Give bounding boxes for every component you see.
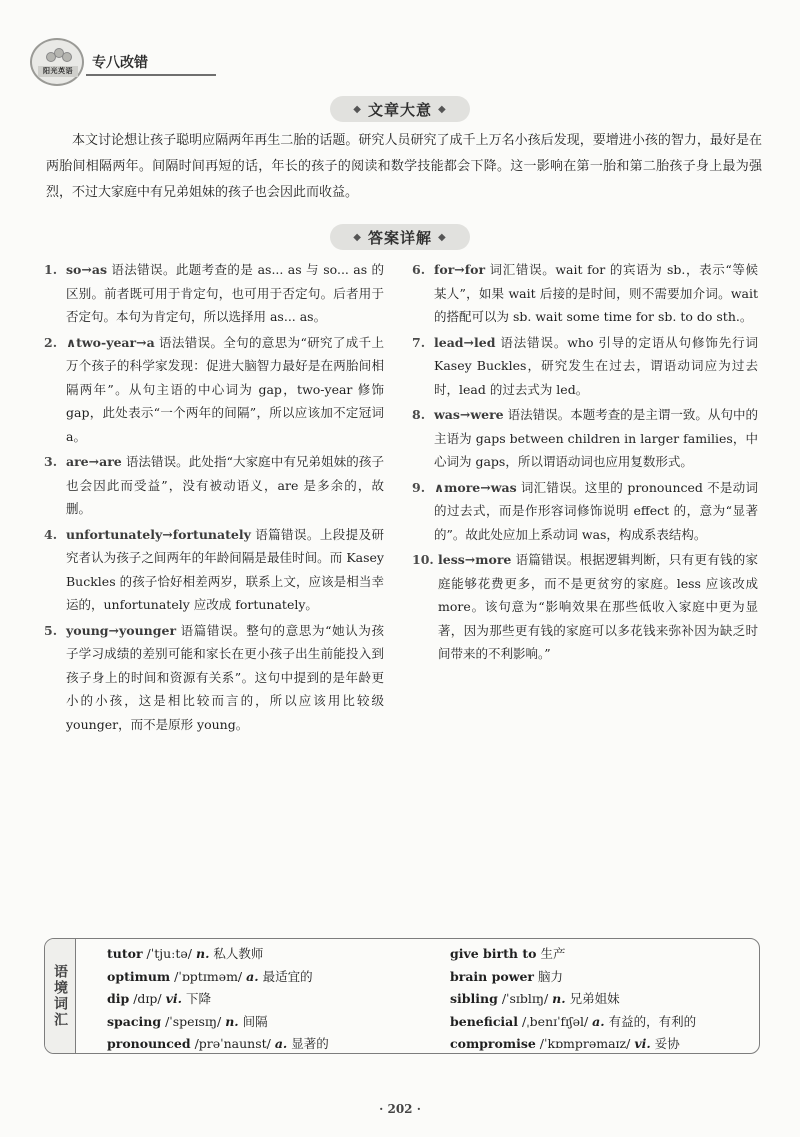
answer-explanation: 语篇错误。整句的意思为“她认为孩子学习成绩的差别可能和家长在更小孩子出生前能投入到孩子身上的时间和资源有关系”。这句中提到的是年龄更小的小孩，这是相比较而言的，所以应该用比较级 younger，而不是原形 young。 bbox=[66, 622, 384, 732]
vocab-word: sibling bbox=[450, 991, 498, 1006]
summary-text: 本文讨论想让孩子聪明应隔两年再生二胎的话题。研究人员研究了成千上万名小孩后发现，要增进小孩的智力，最好是在两胎间相隔两年。间隔时间再短的话，年长的孩子的阅读和数学技能都会下降。这一影响在第一胎和第二胎孩子身上最为强烈，不过大家庭中有兄弟姐妹的孩子也会因此而收益。 bbox=[46, 133, 762, 200]
section-label: 专八改错 bbox=[92, 55, 148, 71]
vocabulary-tab bbox=[45, 939, 76, 1053]
logo bbox=[30, 38, 84, 86]
vocab-entry bbox=[107, 988, 437, 1011]
answer-keyword: are→are bbox=[66, 454, 122, 469]
answer-item bbox=[44, 619, 384, 737]
vocab-ipa: /ˈkɒmprəmaɪz/ bbox=[539, 1036, 631, 1051]
vocab-word: dip bbox=[107, 991, 130, 1006]
logo-text: 阳光英语 bbox=[38, 66, 78, 77]
vocab-entry bbox=[107, 943, 437, 966]
vocabulary-left-list bbox=[107, 943, 437, 1056]
answer-number: 2. bbox=[44, 334, 58, 350]
answer-explanation: 语法错误。who 引导的定语从句修饰先行词 Kasey Buckles，研究发生在过去，谓语动词应为过去时，lead 的过去式为 led。 bbox=[434, 334, 758, 397]
answer-item bbox=[412, 476, 758, 547]
answer-explanation: 语法错误。全句的意思为“研究了成千上万个孩子的科学家发现：促进大脑智力最好是在两胎间相隔两年”。从句主语的中心词为 gap，two-year 修饰 gap，此处表示“一个两年的间隔”，所以应该加不定冠词 a。 bbox=[66, 334, 384, 444]
answers-right-column bbox=[412, 258, 758, 668]
answer-item bbox=[44, 331, 384, 449]
vocab-meaning: 显著的 bbox=[291, 1036, 329, 1051]
answers-title-text: 答案详解 bbox=[367, 228, 432, 247]
vocab-word: tutor bbox=[107, 946, 143, 961]
vocabulary-label: 语境词汇 bbox=[52, 964, 68, 1028]
vocab-meaning: 脑力 bbox=[537, 968, 563, 984]
answer-keyword: ∧two-year→a bbox=[66, 334, 155, 350]
vocab-entry bbox=[107, 1011, 437, 1034]
vocab-pos: n. bbox=[225, 1013, 239, 1029]
summary-title bbox=[330, 96, 470, 122]
answer-number: 5. bbox=[44, 622, 58, 638]
answer-number: 1. bbox=[44, 262, 58, 277]
vocab-meaning: 有益的，有利的 bbox=[608, 1013, 697, 1029]
vocab-word: spacing bbox=[107, 1013, 162, 1029]
vocab-entry bbox=[450, 1033, 750, 1056]
vocab-word: brain power bbox=[450, 968, 534, 984]
answer-number: 8. bbox=[412, 407, 426, 422]
answer-number: 9. bbox=[412, 479, 426, 495]
vocab-pos: vi. bbox=[165, 991, 183, 1006]
vocab-pos: a. bbox=[592, 1013, 605, 1029]
answer-number: 7. bbox=[412, 334, 426, 350]
diamond-icon: ◆ bbox=[438, 231, 447, 243]
vocab-ipa: /ˈtjuːtə/ bbox=[146, 946, 192, 961]
answer-explanation: 语法错误。此题考查的是 as... as 与 so... as 的区别。前者既可用于肯定句，也可用于否定句。后者用于否定句。本句为肯定句，所以选择用 as... as。 bbox=[66, 262, 384, 324]
answer-item bbox=[412, 548, 758, 666]
answer-item bbox=[44, 258, 384, 329]
answer-explanation: 语法错误。本题考查的是主谓一致。从句中的主语为 gaps between children in larger families，中心词为 gaps，所以谓语动词也应用复数形式。 bbox=[434, 407, 758, 469]
vocab-meaning: 生产 bbox=[540, 946, 566, 961]
diamond-icon: ◆ bbox=[438, 103, 447, 115]
vocab-pos: n. bbox=[552, 991, 566, 1006]
vocab-pos: n. bbox=[195, 946, 210, 961]
answer-item bbox=[412, 331, 758, 402]
vocab-meaning: 下降 bbox=[186, 991, 212, 1006]
answer-keyword: lead→led bbox=[434, 334, 496, 350]
vocab-meaning: 兄弟姐妹 bbox=[569, 991, 620, 1006]
page-header bbox=[30, 38, 790, 88]
summary-title-text: 文章大意 bbox=[367, 100, 432, 119]
answer-explanation: 语篇错误。上段提及研究者认为孩子之间两年的年龄间隔是最佳时间。而 Kasey Buckles 的孩子恰好相差两岁，联系上文，应该是相当幸运的，unfortunately 应改成 fortunately。 bbox=[66, 526, 384, 612]
page-number: · 202 · bbox=[379, 1102, 421, 1116]
answers-title bbox=[330, 224, 470, 250]
vocab-entry bbox=[450, 966, 750, 989]
answer-keyword: less→more bbox=[438, 552, 512, 567]
vocab-pos: vi. bbox=[634, 1036, 651, 1051]
answer-keyword: unfortunately→fortunately bbox=[66, 526, 251, 542]
vocab-word: beneficial bbox=[450, 1013, 519, 1029]
vocab-word: pronounced bbox=[107, 1036, 191, 1051]
answer-number: 6. bbox=[412, 262, 426, 277]
vocab-ipa: /prəˈnaunst/ bbox=[194, 1036, 271, 1051]
diamond-icon: ◆ bbox=[353, 231, 362, 243]
answer-number: 4. bbox=[44, 526, 58, 542]
vocab-word: compromise bbox=[450, 1036, 536, 1051]
answer-keyword: ∧more→was bbox=[434, 479, 517, 495]
answer-number: 3. bbox=[44, 454, 58, 469]
answers-left-column bbox=[44, 258, 384, 738]
vocab-ipa: /ˌbenɪˈfɪʃəl/ bbox=[522, 1013, 589, 1029]
vocab-meaning: 妥协 bbox=[654, 1036, 680, 1051]
vocab-pos: a. bbox=[274, 1036, 288, 1051]
vocab-meaning: 间隔 bbox=[242, 1013, 268, 1029]
answer-explanation: 词汇错误。wait for 的宾语为 sb.，表示“等候某人”，如果 wait 后接的是时间，则不需要加介词。wait 的搭配可以为 sb. wait some time for sb. to do sth.。 bbox=[434, 262, 758, 324]
vocab-entry bbox=[450, 1011, 750, 1034]
logo-figures-icon bbox=[46, 48, 70, 62]
answer-keyword: for→for bbox=[434, 262, 486, 277]
vocab-entry bbox=[107, 966, 437, 989]
answer-explanation: 词汇错误。这里的 pronounced 不是动词的过去式，而是作形容词修饰说明 effect 的，意为“显著的”。故此处应加上系动词 was，构成系表结构。 bbox=[434, 479, 758, 542]
answer-item bbox=[412, 258, 758, 329]
vocabulary-right-list bbox=[450, 943, 750, 1056]
vocab-ipa: /dɪp/ bbox=[133, 991, 162, 1006]
header-rule bbox=[86, 74, 216, 76]
vocabulary-box bbox=[44, 938, 760, 1054]
answer-explanation: 语篇错误。根据逻辑判断，只有更有钱的家庭能够花费更多，而不是更贫穷的家庭。less 应该改成 more。该句意为“影响效果在那些低收入家庭中更为显著，因为那些更有钱的家庭可以多花钱来弥补因为缺乏时间带来的不利影响。” bbox=[438, 552, 758, 661]
answer-number: 10. bbox=[412, 552, 434, 567]
answer-keyword: was→were bbox=[434, 407, 504, 422]
vocab-entry bbox=[450, 988, 750, 1011]
vocab-ipa: /ˈɒptɪməm/ bbox=[174, 968, 243, 984]
vocab-ipa: /ˈsɪblɪŋ/ bbox=[501, 991, 549, 1006]
answer-item bbox=[412, 403, 758, 474]
vocab-ipa: /ˈspeɪsɪŋ/ bbox=[165, 1013, 222, 1029]
answer-keyword: young→younger bbox=[66, 622, 177, 638]
answer-keyword: so→as bbox=[66, 262, 107, 277]
answer-item bbox=[44, 523, 384, 617]
vocab-meaning: 最适宜的 bbox=[262, 968, 313, 984]
vocab-word: give birth to bbox=[450, 946, 537, 961]
vocab-pos: a. bbox=[246, 968, 259, 984]
vocab-word: optimum bbox=[107, 968, 171, 984]
vocab-entry bbox=[450, 943, 750, 966]
diamond-icon: ◆ bbox=[353, 103, 362, 115]
vocab-entry bbox=[107, 1033, 437, 1056]
vocab-meaning: 私人教师 bbox=[213, 946, 264, 961]
answer-item bbox=[44, 450, 384, 521]
answer-explanation: 语法错误。此处指“大家庭中有兄弟姐妹的孩子也会因此而受益”，没有被动语义，are 是多余的，故删。 bbox=[66, 454, 384, 516]
